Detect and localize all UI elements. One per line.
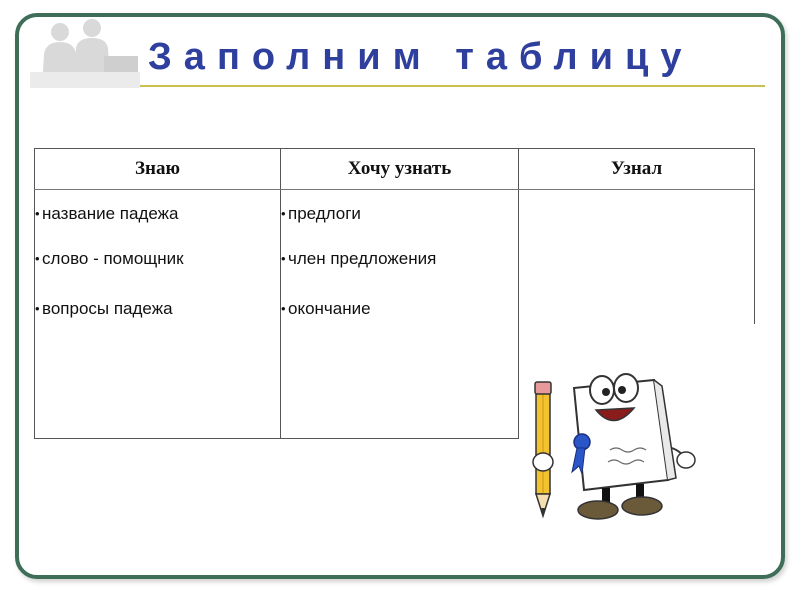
header-know: Знаю <box>35 149 281 190</box>
table-header-row <box>35 149 755 190</box>
cell-know <box>35 190 281 439</box>
list-item: • член предложения <box>281 249 518 269</box>
business-people-logo-icon <box>30 18 140 88</box>
pencil-icon <box>535 382 551 516</box>
cell-want-to-know <box>281 190 519 439</box>
list-item: • название падежа <box>35 204 280 224</box>
header-learned: Узнал <box>519 149 755 190</box>
header-want-to-know: Хочу узнать <box>281 149 519 190</box>
know-list <box>35 190 280 319</box>
paper-mascot-with-pencil-icon <box>522 352 712 524</box>
list-item: • окончание <box>281 299 518 319</box>
want-to-know-list <box>281 190 518 319</box>
list-item: • вопросы падежа <box>35 299 280 319</box>
list-item: • слово - помощник <box>35 249 280 269</box>
learned-column-edge <box>754 186 755 324</box>
title-underline <box>140 85 765 87</box>
list-item: • предлоги <box>281 204 518 224</box>
slide-title: Заполним таблицу <box>148 36 694 78</box>
